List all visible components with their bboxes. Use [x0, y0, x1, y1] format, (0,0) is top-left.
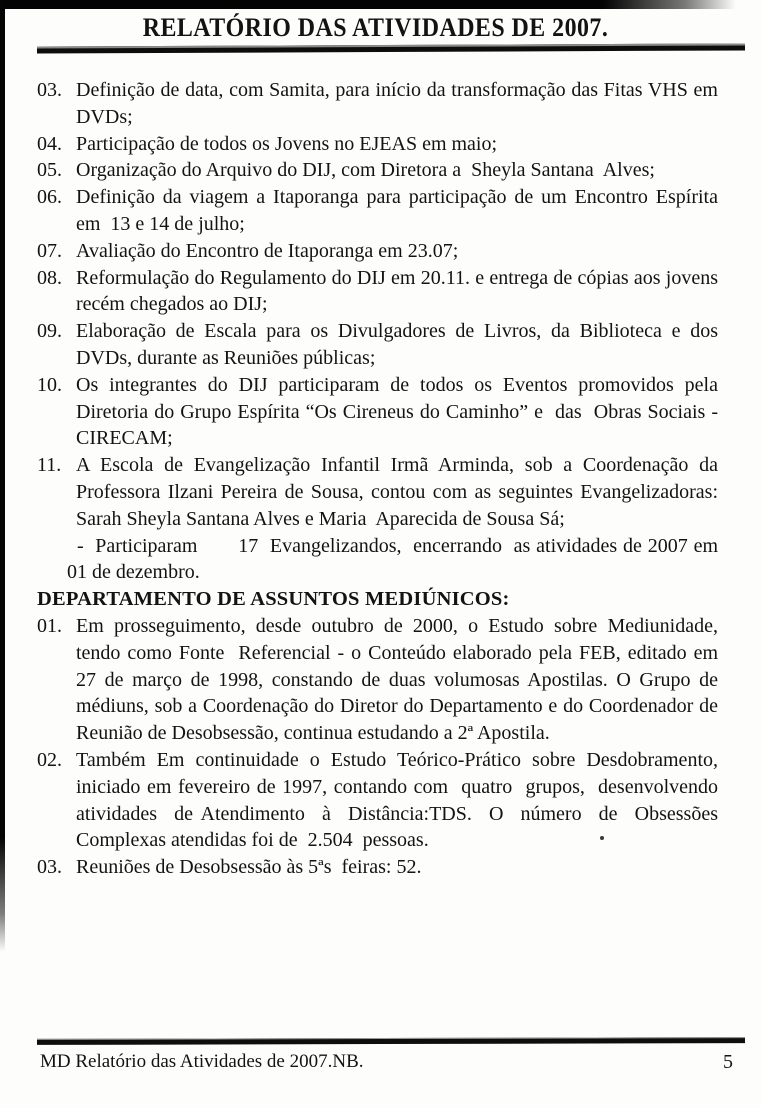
document-body	[37, 77, 728, 881]
item-number: 05.	[37, 159, 62, 182]
item-number: 06.	[37, 186, 62, 209]
list-item	[37, 157, 718, 184]
item-text: Reuniões de Desobsessão às 5ªs feiras: 52.	[76, 856, 422, 879]
item-number: 01.	[37, 614, 62, 637]
list-item	[37, 854, 718, 881]
list-item	[37, 238, 718, 265]
item-number: 03.	[37, 856, 62, 879]
footer-text: MD Relatório das Atividades de 2007.NB.	[40, 1051, 364, 1072]
section-heading: DEPARTAMENTO DE ASSUNTOS MEDIÚNICOS:	[37, 588, 510, 611]
item-text: A Escola de Evangelização Infantil Irmã Arminda, sob a Coordenação da Professora Ilzani Pereira de Sousa, contou com as seguintes Evangelizadoras: Sarah Sheyla Santana Alves e Maria Aparecida de Sousa Sá;	[76, 454, 723, 530]
item-text: Organização do Arquivo do DIJ, com Diretora a Sheyla Santana Alves;	[76, 159, 655, 182]
item-number: 09.	[37, 320, 62, 343]
list-item	[37, 318, 723, 372]
item-number: 07.	[37, 239, 62, 262]
item-number: 08.	[37, 266, 62, 289]
page-footer	[40, 1051, 733, 1074]
item-text: Em prosseguimento, desde outubro de 2000, o Estudo sobre Mediunidade, tendo como Fonte Referencial - o Conteúdo elaborado pela FEB, editado em 27 de março de 1998, constando de duas volumosas Apostilas. O Grupo de médiuns, sob a Coordenação do Diretor do Departamento e do Coordenador de Reunião de Desobsessão, continua estudando a 2ª Apostila.	[76, 614, 723, 745]
item-text: Elaboração de Escala para os Divulgadores de Livros, da Biblioteca e dos DVDs, durante as Reuniões públicas;	[76, 320, 723, 369]
sub-list-item: - Participaram 17 Evangelizandos, encerrando as atividades de 2007 em 01 de dezembro.	[67, 534, 723, 584]
item-number: 10.	[37, 373, 62, 396]
item-text: Reformulação do Regulamento do DIJ em 20.11. e entrega de cópias aos jovens recém chegados ao DIJ;	[76, 266, 723, 316]
list-item	[37, 131, 718, 158]
list-item	[37, 613, 723, 747]
scan-artifact-left-bar	[0, 0, 5, 952]
item-text: Participação de todos os Jovens no EJEAS em maio;	[76, 132, 498, 155]
item-text: Definição de data, com Samita, para início da transformação das Fitas VHS em DVDs;	[76, 79, 723, 128]
title-divider-rule	[37, 43, 745, 53]
footer-divider-rule	[37, 1037, 745, 1045]
page-title: RELATÓRIO DAS ATIVIDADES DE 2007.	[142, 13, 609, 42]
scan-artifact-top-bar	[0, 0, 736, 9]
item-text: Avaliação do Encontro de Itaporanga em 23.07;	[76, 239, 459, 262]
item-number: 04.	[37, 132, 62, 155]
scan-artifact-dot	[600, 836, 604, 840]
list-item	[37, 372, 723, 452]
item-text: Os integrantes do DIJ participaram de todos os Eventos promovidos pela Diretoria do Grupo Espírita “Os Cireneus do Caminho” e das Obras Sociais - CIRECAM;	[76, 373, 723, 450]
item-number: 02.	[37, 748, 62, 771]
list-item	[37, 452, 723, 532]
list-item	[37, 265, 723, 319]
page-number: 5	[723, 1051, 733, 1073]
item-text: Também Em continuidade o Estudo Teórico-Prático sobre Desdobramento, iniciado em fevereiro de 1997, contando com quatro grupos, desenvolvendo atividades de Atendimento à Distância:TDS. O número de Obsessões Complexas atendidas foi de 2.504 pessoas.	[76, 748, 728, 852]
item-number: 11.	[37, 454, 62, 477]
list-item	[37, 747, 728, 854]
list-item	[37, 184, 723, 238]
item-number: 03.	[37, 79, 62, 101]
item-text: Definição da viagem a Itaporanga para participação de um Encontro Espírita em 13 e 14 de julho;	[76, 186, 723, 235]
list-item	[37, 77, 723, 131]
